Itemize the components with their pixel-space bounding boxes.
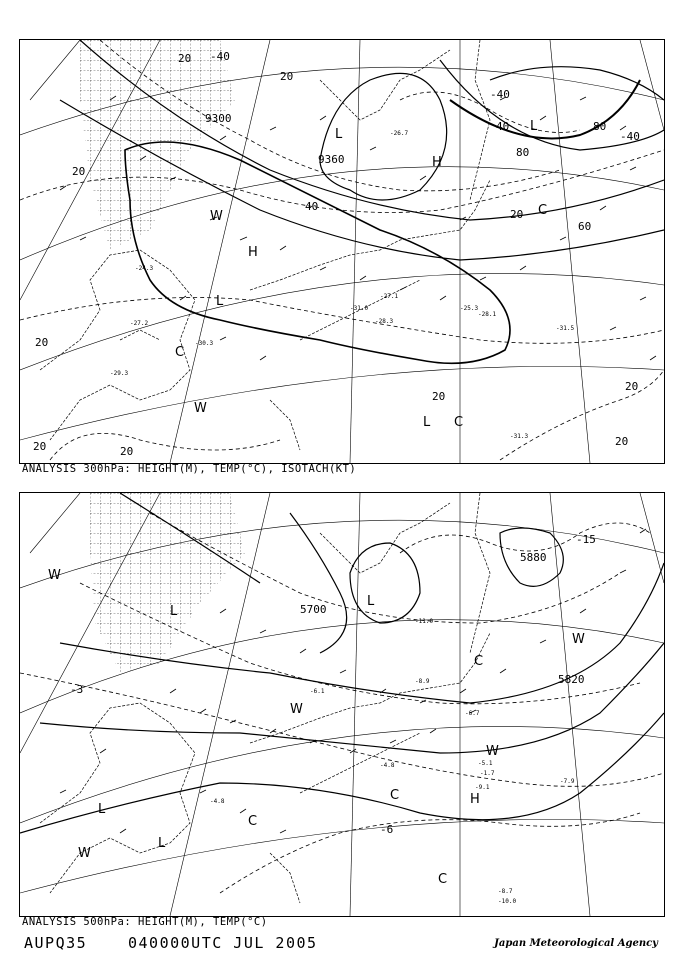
map-500hpa-svg [20,493,664,916]
low-center: L [530,119,538,134]
high-center: H [470,792,480,807]
isotach-label: 20 [35,336,49,349]
height-label: 9300 [205,112,232,125]
bulletin-code: AUPQ35 [24,934,88,952]
cold-center: C [438,872,448,887]
analysis-300hpa-map [19,39,665,464]
obs-value: -8.7 [498,888,513,895]
height-label: 5880 [520,551,547,564]
temp-label: -6 [380,823,394,836]
low-center: L [367,594,375,609]
obs-value: -30.3 [195,340,214,347]
isotach-label: 20 [120,445,134,458]
isotach-label: 20 [33,440,47,453]
isotach-label: 20 [280,70,294,83]
cold-center: C [454,415,464,430]
temp-label: -3 [70,683,84,696]
isotach-label: 80 [593,120,607,133]
low-center: L [98,802,106,817]
obs-value: -8.9 [415,678,430,685]
agency-credit: Japan Meteorological Agency [494,938,658,949]
isotach-label: 20 [432,390,446,403]
cold-center: C [175,345,185,360]
temp-label: -15 [576,533,596,546]
caption-500hpa: ANALYSIS 500hPa: HEIGHT(M), TEMP(°C) [22,916,268,928]
obs-value: -11.0 [415,618,434,625]
cold-center: C [474,654,484,669]
cold-center: C [538,203,548,218]
isotach-label: 20 [510,208,524,221]
isotach-label: 20 [72,165,86,178]
obs-value: -27.2 [130,320,149,327]
obs-value: -28.1 [478,311,497,318]
height-label: 5820 [558,673,585,686]
obs-value: -4.8 [210,798,225,805]
obs-value: -7.9 [560,778,575,785]
obs-value: -6.1 [310,688,325,695]
height-label: 5700 [300,603,327,616]
low-center: L [423,415,431,430]
obs-value: -31.3 [510,433,529,440]
caption-300hpa: ANALYSIS 300hPa: HEIGHT(M), TEMP(°C), ISOTACH(KT) [22,463,357,475]
isotach-label: 20 [625,380,639,393]
warm-center: W [78,846,91,861]
isotach-label: 20 [178,52,192,65]
low-center: L [170,604,178,619]
isotach-label: 40 [305,200,319,213]
obs-value: -24.3 [135,265,154,272]
obs-value: -4.8 [380,762,395,769]
obs-value: -9.1 [475,784,490,791]
obs-value: -28.3 [375,318,394,325]
isotach-label: 40 [496,120,510,133]
obs-value: -25.3 [460,305,479,312]
temp-label: -40 [620,130,640,143]
obs-value: -31.5 [556,325,575,332]
warm-center: W [194,401,207,416]
low-center: L [335,127,343,142]
obs-value: -6.7 [465,710,480,717]
obs-value: -27.1 [380,293,399,300]
warm-center: W [48,568,61,583]
obs-value: -31.0 [350,305,369,312]
isotach-label: 60 [578,220,592,233]
analysis-500hpa-map [19,492,665,917]
warm-center: W [572,632,585,647]
temp-label: -40 [210,50,230,63]
height-label: 9360 [318,153,345,166]
low-center: L [216,294,224,309]
warm-center: W [486,744,499,759]
cold-center: C [248,814,258,829]
obs-value: -1.7 [480,770,495,777]
warm-center: W [210,209,223,224]
low-center: L [158,836,166,851]
cold-center: C [390,788,400,803]
high-center: H [432,155,442,170]
obs-value: -10.0 [498,898,517,905]
obs-value: -26.7 [390,130,409,137]
map-300hpa-svg [20,40,664,463]
high-center: H [248,245,258,260]
isotach-label: 20 [615,435,629,448]
isotach-label: 80 [516,146,530,159]
valid-time: 040000UTC JUL 2005 [128,934,318,952]
obs-value: -29.3 [110,370,129,377]
obs-value: -5.1 [478,760,493,767]
warm-center: W [290,702,303,717]
temp-label: -40 [490,88,510,101]
